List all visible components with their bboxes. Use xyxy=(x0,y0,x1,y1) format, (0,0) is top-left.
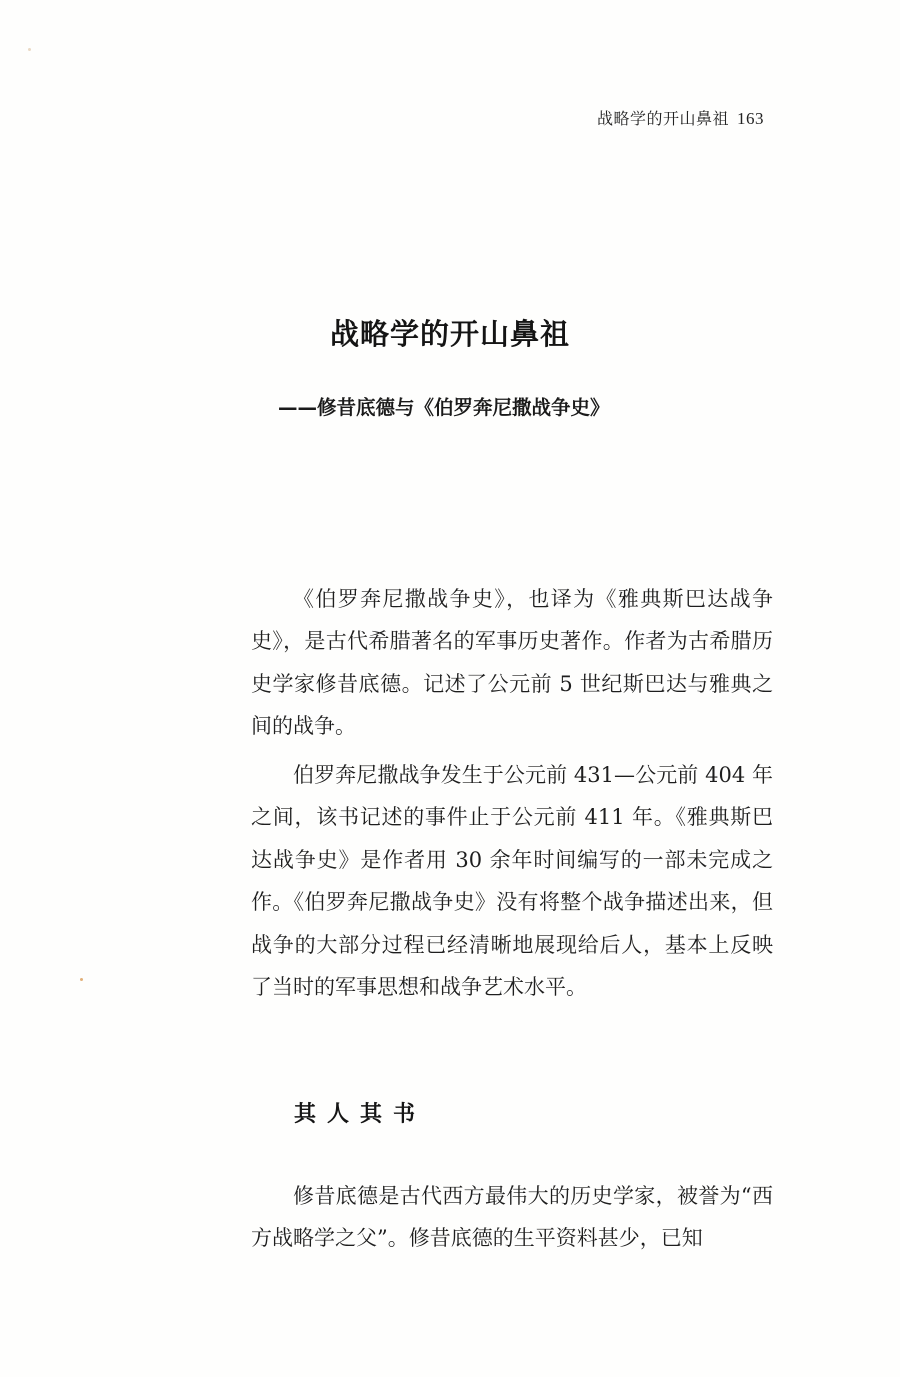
chapter-subtitle: ——修昔底德与《伯罗奔尼撒战争史》 xyxy=(278,396,610,419)
running-header xyxy=(597,106,764,129)
paper-speck xyxy=(80,978,83,981)
page-number: 163 xyxy=(737,109,764,128)
paper-speck xyxy=(28,48,31,51)
section-heading: 其人其书 xyxy=(294,1102,427,1127)
chapter-title: 战略学的开山鼻祖 xyxy=(329,317,570,351)
paragraph-war-summary: 伯罗奔尼撒战争发生于公元前 431—公元前 404 年之间，该书记述的事件止于公元前 411 年。《雅典斯巴达战争史》是作者用 30 余年时间编写的一部未完成之作。《伯罗奔尼撒战争史》没有将整个战争描述出来，但战争的大部分过程已经清晰地展现给后人，基本上反映了当时的军事思想和战争艺术水平。 xyxy=(251,763,773,1000)
running-title: 战略学的开山鼻祖 xyxy=(596,109,729,128)
paragraph-intro: 《伯罗奔尼撒战争史》，也译为《雅典斯巴达战争史》，是古代希腊著名的军事历史著作。作者为古希腊历史学家修昔底德。记述了公元前 5 世纪斯巴达与雅典之间的战争。 xyxy=(251,587,773,739)
paragraph-author: 修昔底德是古代西方最伟大的历史学家，被誉为“西方战略学之父”。修昔底德的生平资料甚少，已知 xyxy=(251,1184,773,1251)
